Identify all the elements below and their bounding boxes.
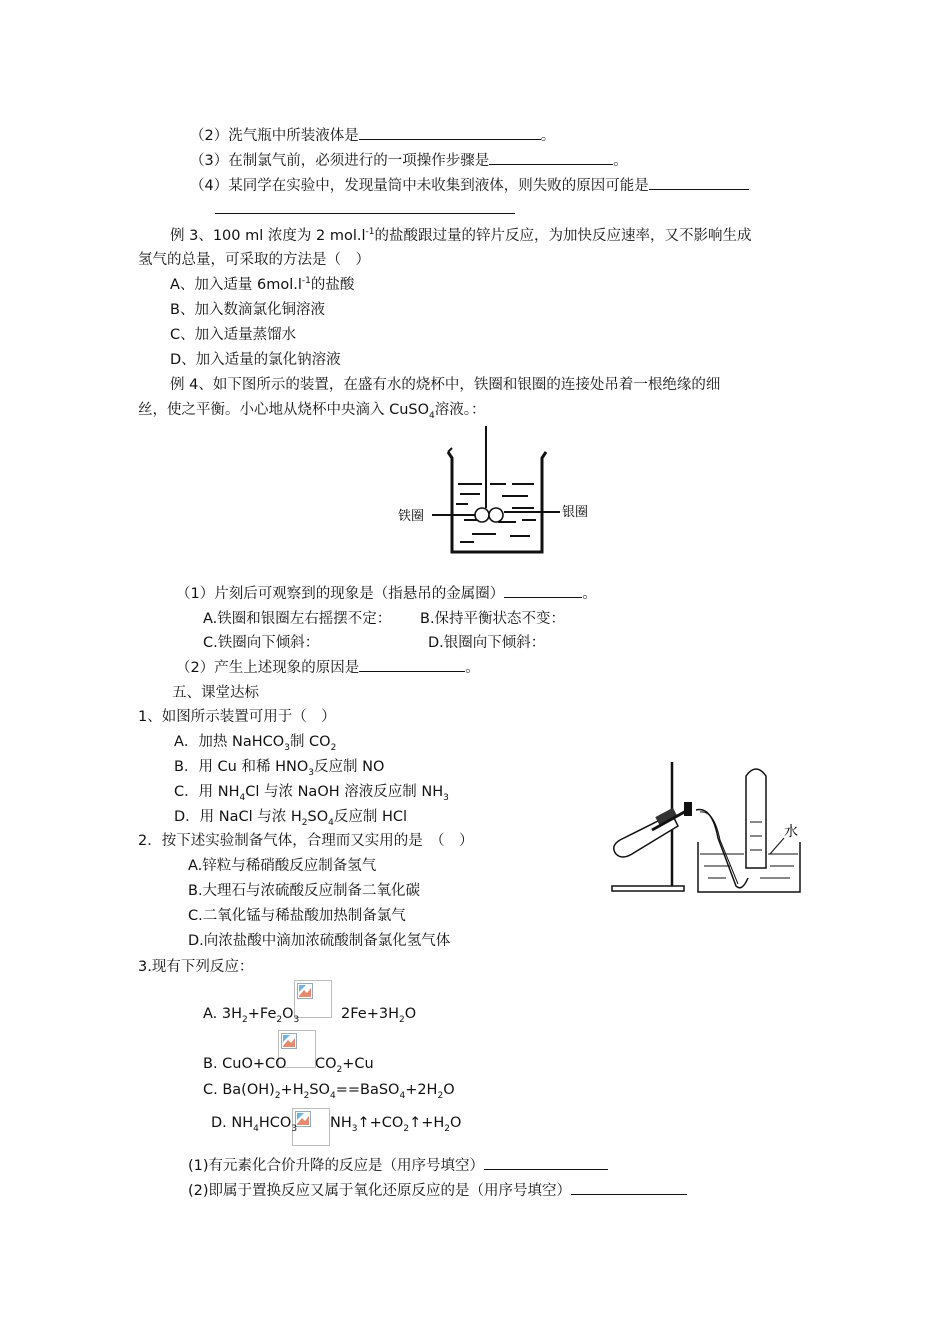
example-4-option-c: C.铁圈向下倾斜： [203, 635, 320, 651]
answer-blank-continuation[interactable] [215, 200, 515, 220]
example-4-q2: （2）产生上述现象的原因是 。 [176, 660, 480, 676]
answer-blank[interactable] [489, 151, 613, 165]
answer-blank[interactable] [571, 1181, 687, 1195]
broken-image-icon [294, 980, 332, 1018]
example-3-option-c: C、加入适量蒸馏水 [170, 327, 297, 343]
fill-in-1: (1)有元素化合价升降的反应是（用序号填空） [188, 1156, 608, 1176]
apparatus-figure [600, 758, 820, 898]
silver-ring-label: 银圈 [562, 505, 589, 520]
example-3-option-b: B、加入数滴氯化铜溶液 [170, 302, 325, 318]
question-1: 1、如图所示装置可用于（ ） [138, 709, 336, 725]
example-3-option-d: D、加入适量的氯化钠溶液 [170, 352, 341, 368]
question-2-option-a: A.锌粒与稀硝酸反应制备氢气 [188, 858, 377, 874]
question-1-option-d: D．用 NaCl 与浓 $H_2SO_4$反应制 HCl [174, 809, 408, 828]
question-1-option-c: C．用 $NH_4Cl$ 与浓 NaOH 溶液反应制 $NH_3$ [174, 784, 449, 803]
iron-ring-label: 铁圈 [398, 509, 425, 524]
example-4-line2: 丝，使之平衡。小心地从烧杯中央滴入 CuSO$_4$溶液。： [138, 402, 486, 421]
water-label: 水 [784, 824, 798, 840]
beaker-figure [390, 424, 600, 560]
answer-blank[interactable] [359, 658, 465, 672]
question-part-2: （2）洗气瓶中所装液体是 。 [190, 128, 556, 144]
example-4-line1: 例 4、如下图所示的装置，在盛有水的烧杯中，铁圈和银圈的连接处吊着一根绝缘的细 [170, 377, 721, 393]
example-4-option-b: B.保持平衡状态不变： [420, 611, 566, 627]
reaction-b: B. CuO+CO [203, 1056, 287, 1072]
question-2-option-d: D.向浓盐酸中滴加浓硫酸制备氯化氢气体 [188, 933, 451, 949]
example-4-option-d: D.银圈向下倾斜： [428, 635, 546, 651]
example-3-line2: 氢气的总量，可采取的方法是（ ） [138, 252, 370, 268]
section-title: 五、课堂达标 [172, 685, 259, 701]
reaction-c: C. $Ba(OH)_2+H_2SO_4==BaSO_4+2H_2O$ [203, 1082, 455, 1101]
question-part-3: （3）在制氯气前，必须进行的一项操作步骤是 。 [190, 153, 628, 169]
question-2: 2．按下述实验制备气体，合理而又实用的是 （ ） [138, 833, 474, 849]
broken-image-icon [292, 1108, 330, 1146]
example-3-option-a: A、加入适量 $6mol.l^{-1}$的盐酸 [170, 276, 355, 293]
answer-blank[interactable] [359, 126, 541, 140]
reaction-a-products: $2Fe+3H_2O$ [341, 1006, 417, 1025]
reaction-b-products: $CO_2+Cu$ [315, 1056, 374, 1075]
reaction-a: A. $3H_2+Fe_2O_3$ [203, 1006, 300, 1025]
example-4-q1: （1）片刻后可观察到的现象是（指悬吊的金属圈） 。 [176, 586, 597, 602]
question-3: 3.现有下列反应： [138, 959, 254, 975]
question-1-option-b: B．用 Cu 和稀 $HNO_3$反应制 NO [174, 759, 385, 778]
answer-blank[interactable] [484, 1156, 608, 1170]
question-1-option-a: A．加热 NaHCO$_3$制 $CO_2$ [174, 734, 337, 753]
reaction-d: D. $NH_4HCO_3$ [211, 1115, 298, 1134]
reaction-d-products: $NH_3↑+CO_2↑+H_2O$ [330, 1115, 462, 1134]
example-4-option-a: A.铁圈和银圈左右摇摆不定： [203, 611, 392, 627]
answer-blank[interactable] [649, 176, 749, 190]
question-2-option-b: B.大理石与浓硫酸反应制备二氧化碳 [188, 883, 421, 899]
question-2-option-c: C.二氧化锰与稀盐酸加热制备氯气 [188, 908, 406, 924]
answer-blank[interactable] [504, 584, 582, 598]
fill-in-2: (2)即属于置换反应又属于氧化还原反应的是（用序号填空） [188, 1181, 687, 1201]
question-part-4: （4）某同学在实验中，发现量筒中未收集到液体，则失败的原因可能是 [190, 176, 749, 196]
example-3-line1: 例 3、100 ml 浓度为 2 $mol.l^{-1}$的盐酸跟过量的锌片反应，为加快反应速率，又不影响生成 [170, 227, 752, 244]
